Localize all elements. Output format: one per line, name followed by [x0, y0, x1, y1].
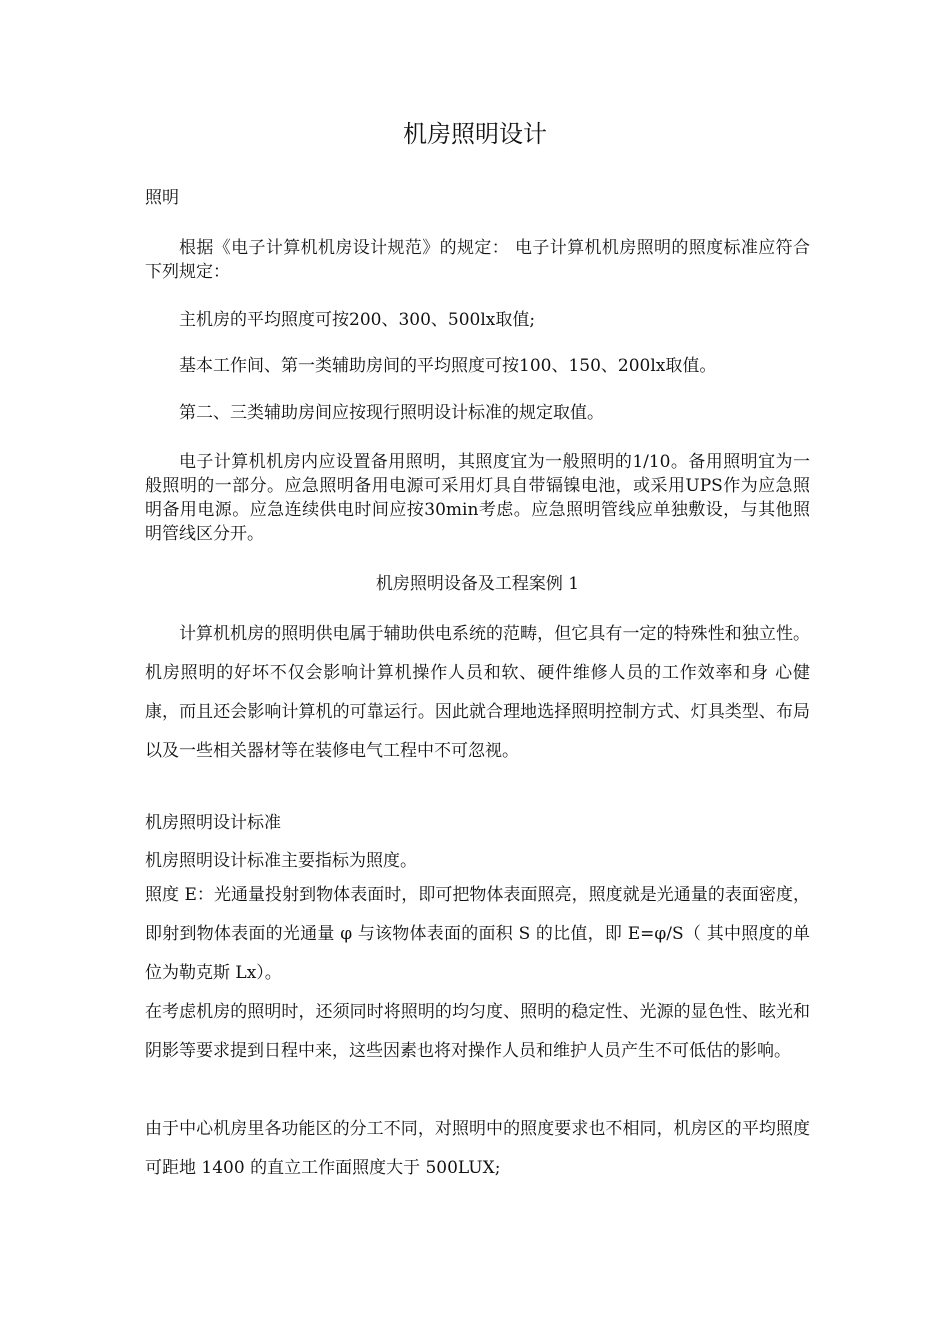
paragraph-emergency-lighting: 电子计算机机房内应设置备用照明，其照度宜为一般照明的1/10。备用照明宜为一般照明的一部分。应急照明备用电源可采用灯具自带镉镍电池，或采用UPS作为应急照明备用电源。应急连续供电时间应按30min考虑。应急照明管线应单独敷设，与其他照明管线区分开。 [145, 452, 810, 544]
case-heading: 机房照明设备及工程案例 1 [375, 574, 580, 594]
section-heading-standard: 机房照明设计标准 [145, 813, 281, 833]
paragraph-standard: 根据《电子计算机机房设计规范》的规定： 电子计算机机房照明的照度标准应符合下列规定： [145, 238, 810, 282]
standard-zones: 由于中心机房里各功能区的分工不同，对照明中的照度要求也不相同，机房区的平均照度可距地 1400 的直立工作面照度大于 500LUX; [145, 1119, 810, 1178]
list-item-auxiliary-room: 第二、三类辅助房间应按现行照明设计标准的规定取值。 [179, 403, 604, 423]
section-heading-lighting: 照明 [145, 188, 179, 208]
paragraph-case: 计算机机房的照明供电属于辅助供电系统的范畴，但它具有一定的特殊性和独立性。机房照明的好坏不仅会影响计算机操作人员和软、硬件维修人员的工作效率和身 心健康，而且还会影响计算机的可靠运行。因此就合理地选择照明控制方式、灯具类型、布局以及一些相关器材等在装修电气工程中不可忽视。 [145, 624, 810, 761]
list-item-basic-room: 基本工作间、第一类辅助房间的平均照度可按100、150、200lx取值。 [179, 356, 717, 376]
standard-factors: 在考虑机房的照明时，还须同时将照明的均匀度、照明的稳定性、光源的显色性、眩光和阴影等要求提到日程中来，这些因素也将对操作人员和维护人员产生不可低估的影响。 [145, 1002, 810, 1061]
list-item-main-room: 主机房的平均照度可按200、300、500lx取值; [179, 310, 536, 330]
page-title: 机房照明设计 [403, 120, 547, 148]
standard-main-indicator: 机房照明设计标准主要指标为照度。 [145, 851, 417, 871]
standard-definition: 照度 E：光通量投射到物体表面时，即可把物体表面照亮，照度就是光通量的表面密度，即射到物体表面的光通量 φ 与该物体表面的面积 S 的比值，即 E=φ/S（ 其中照度的单位为勒克斯 Lx）。 [145, 885, 810, 983]
